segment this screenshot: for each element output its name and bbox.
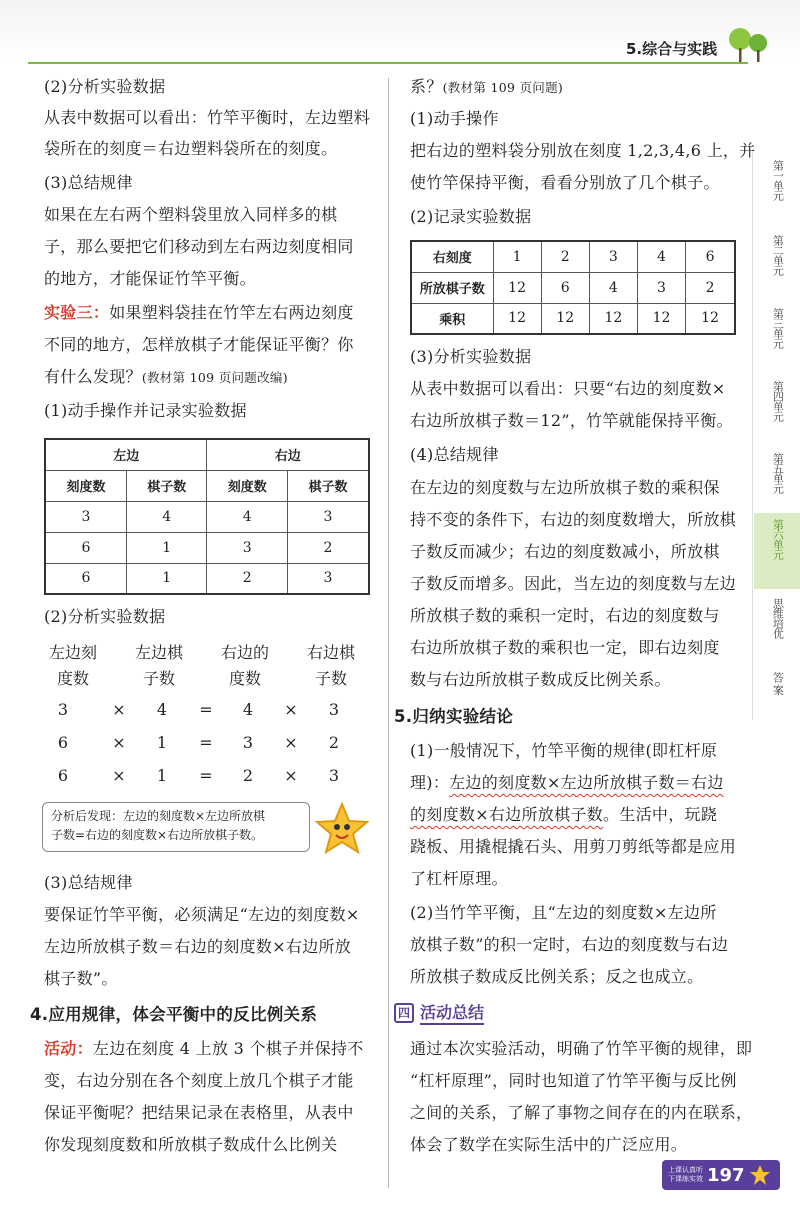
table-row xyxy=(411,303,735,334)
right-text: 在左边的刻度数与左边所放棋子数的乘积保 xyxy=(410,478,720,497)
right-subhead-summary: (4)总结规律 xyxy=(410,445,499,464)
left-text: 变，右边分别在各个刻度上放几个棋子才能 xyxy=(44,1071,354,1090)
right-text: 之间的关系，了解了事物之间存在的内在联系， xyxy=(410,1103,753,1122)
header-title: 5.综合与实践 xyxy=(626,40,718,58)
left-text: 如果在左右两个塑料袋里放入同样多的棋 xyxy=(44,205,338,224)
right-text: 了杠杆原理。 xyxy=(410,869,508,888)
sidebar-tab-thinking[interactable]: 思维培优 xyxy=(771,598,785,638)
right-text: “杠杆原理”，同时也知道了竹竿平衡与反比例 xyxy=(410,1071,737,1090)
table-cell: 12 xyxy=(493,303,541,334)
experiment3-text: 如果塑料袋挂在竹竿左右两边刻度 xyxy=(109,303,354,322)
left-subhead-summary: (3)总结规律 xyxy=(44,173,133,192)
table-row xyxy=(45,563,369,594)
sidebar-tab-answers[interactable]: 答 案 xyxy=(771,672,785,695)
table-row xyxy=(411,241,735,272)
right-text: 右边所放棋子数＝12”，竹竿就能保持平衡。 xyxy=(410,411,733,430)
page-number-badge: 上课认真听 下课练实效 197 xyxy=(662,1160,780,1190)
left-subhead-operate: (1)动手操作并记录实验数据 xyxy=(44,401,247,420)
right-text: 子数反而增多。因此，当左边的刻度数与左边 xyxy=(410,574,737,593)
table-cell: 12 xyxy=(541,303,589,334)
left-text: 不同的地方，怎样放棋子才能保证平衡？你 xyxy=(44,335,354,354)
sidebar-tab-unit6-active[interactable]: 第六单元 xyxy=(754,513,800,589)
formula-heads-2: 度数 子数 度数 子数 xyxy=(56,669,347,688)
left-text: 从表中数据可以看出：竹竿平衡时，左边塑料 xyxy=(44,108,371,127)
page-number: 197 xyxy=(707,1164,745,1186)
sidebar-tab-unit3[interactable]: 第三单元 xyxy=(771,308,785,348)
experiment3-line xyxy=(44,300,354,326)
left-text: 子，那么要把它们移动到左右两边刻度相同 xyxy=(44,237,354,256)
left-subhead-analyze2: (2)分析实验数据 xyxy=(44,607,166,626)
experiment3-label: 实验三： xyxy=(44,303,110,322)
formula-row: 3 × 4 = 4 × 3 xyxy=(57,700,340,719)
table-cell: 4 xyxy=(637,241,685,272)
formula-row: 6 × 1 = 2 × 3 xyxy=(57,766,340,785)
activity-line: 活动：左边在刻度 4 上放 3 个棋子并保持不 xyxy=(44,1039,364,1058)
table-group-left: 左边 xyxy=(45,439,207,470)
right-subhead-operate: (1)动手操作 xyxy=(410,109,499,128)
activity-label: 活动： xyxy=(44,1039,93,1058)
left-text: 左边所放棋子数＝右边的刻度数×右边所放 xyxy=(44,937,352,956)
left-subhead-summary2: (3)总结规律 xyxy=(44,873,133,892)
right-text: 跷板、用撬棍撬石头、用剪刀剪纸等都是应用 xyxy=(410,837,737,856)
left-text: 棋子数”。 xyxy=(44,969,118,988)
experiment4-table xyxy=(410,240,736,335)
finding-note-box: 分析后发现：左边的刻度数×左边所放棋 子数=右边的刻度数×右边所放棋子数。 xyxy=(42,802,310,852)
table-cell: 3 xyxy=(287,563,369,594)
right-text: (1)一般情况下，竹竿平衡的规律(即杠杆原 xyxy=(410,741,718,760)
left-subhead-analyze: (2)分析实验数据 xyxy=(44,77,166,96)
star-icon xyxy=(749,1164,771,1186)
table-row-header: 乘积 xyxy=(411,303,493,334)
header-rule xyxy=(28,62,748,64)
right-text: 从表中数据可以看出：只要“右边的刻度数× xyxy=(410,379,726,398)
right-text: 放棋子数”的积一定时，右边的刻度数与右边 xyxy=(410,935,729,954)
tree-icon xyxy=(726,24,770,64)
table-cell: 3 xyxy=(637,272,685,303)
table-cell: 6 xyxy=(541,272,589,303)
table-header: 棋子数 xyxy=(127,470,207,501)
right-subhead-analyze: (3)分析实验数据 xyxy=(410,347,532,366)
right-text: 的刻度数×右边所放棋子数。生活中，玩跷 xyxy=(410,805,718,824)
table-cell: 2 xyxy=(686,272,735,303)
sidebar-tab-unit2[interactable]: 第二单元 xyxy=(771,235,785,275)
summary-heading xyxy=(394,1000,484,1025)
table-cell: 2 xyxy=(207,563,287,594)
right-text: 持不变的条件下，右边的刻度数增大，所放棋 xyxy=(410,510,737,529)
table-header: 刻度数 xyxy=(207,470,287,501)
star-mascot-icon xyxy=(314,802,370,856)
right-text-source: 系？(教材第 109 页问题) xyxy=(410,77,564,96)
table-cell: 12 xyxy=(589,303,637,334)
right-text: 所放棋子数成反比例关系；反之也成立。 xyxy=(410,967,704,986)
left-text: 保证平衡呢？把结果记录在表格里，从表中 xyxy=(44,1103,354,1122)
table-row xyxy=(411,272,735,303)
sidebar-tab-unit1[interactable]: 第一单元 xyxy=(771,160,785,200)
table-row xyxy=(45,532,369,563)
right-text: 右边所放棋子数的乘积也一定，即右边刻度 xyxy=(410,638,720,657)
table-row xyxy=(45,501,369,532)
right-subhead-record: (2)记录实验数据 xyxy=(410,207,532,226)
table-cell: 2 xyxy=(287,532,369,563)
table-cell: 12 xyxy=(493,272,541,303)
table-cell: 6 xyxy=(45,532,127,563)
table-cell: 1 xyxy=(493,241,541,272)
table-cell: 6 xyxy=(45,563,127,594)
table-cell: 4 xyxy=(589,272,637,303)
formula-heads-1: 左边刻 左边棋 右边的 右边棋 xyxy=(48,643,355,662)
table-cell: 12 xyxy=(686,303,735,334)
right-text: 理)：左边的刻度数×左边所放棋子数＝右边 xyxy=(410,773,724,792)
table-row-header: 所放棋子数 xyxy=(411,272,493,303)
table-cell: 3 xyxy=(207,532,287,563)
left-text: 要保证竹竿平衡，必须满足“左边的刻度数× xyxy=(44,905,360,924)
left-text-source: 有什么发现？(教材第 109 页问题改编) xyxy=(44,367,288,386)
left-text: 你发现刻度数和所放棋子数成什么比例关 xyxy=(44,1135,338,1154)
summary-title: 活动总结 xyxy=(420,1000,484,1025)
table-header: 刻度数 xyxy=(45,470,127,501)
table-cell: 1 xyxy=(127,532,207,563)
table-cell: 3 xyxy=(589,241,637,272)
section4-heading: 4.应用规律，体会平衡中的反比例关系 xyxy=(30,1005,318,1024)
right-text: 把右边的塑料袋分别放在刻度 1,2,3,4,6 上，并 xyxy=(410,141,756,160)
section5-heading: 5.归纳实验结论 xyxy=(394,707,514,726)
table-row-header: 右刻度 xyxy=(411,241,493,272)
table-cell: 3 xyxy=(45,501,127,532)
right-text: 数与右边所放棋子数成反比例关系。 xyxy=(410,670,671,689)
sidebar-tab-unit5[interactable]: 第五单元 xyxy=(771,453,785,493)
table-cell: 4 xyxy=(127,501,207,532)
table-cell: 4 xyxy=(207,501,287,532)
table-cell: 6 xyxy=(686,241,735,272)
table-group-right: 右边 xyxy=(207,439,369,470)
table-cell: 1 xyxy=(127,563,207,594)
table-cell: 12 xyxy=(637,303,685,334)
summary-number-badge: 四 xyxy=(394,1003,414,1023)
right-text: 子数反而减少；右边的刻度数减小，所放棋 xyxy=(410,542,720,561)
sidebar-tab-unit4[interactable]: 第四单元 xyxy=(771,381,785,421)
table-header: 棋子数 xyxy=(287,470,369,501)
right-text: 通过本次实验活动，明确了竹竿平衡的规律，即 xyxy=(410,1039,753,1058)
left-text: 袋所在的刻度＝右边塑料袋所在的刻度。 xyxy=(44,139,338,158)
experiment3-table xyxy=(44,438,370,595)
table-cell: 3 xyxy=(287,501,369,532)
right-text: 使竹竿保持平衡，看看分别放了几个棋子。 xyxy=(410,173,720,192)
formula-row: 6 × 1 = 3 × 2 xyxy=(57,733,340,752)
table-cell: 2 xyxy=(541,241,589,272)
lever-rule-underline: 左边的刻度数×左边所放棋子数＝右边 xyxy=(449,773,724,792)
right-text: 所放棋子数的乘积一定时，右边的刻度数与 xyxy=(410,606,720,625)
right-text: (2)当竹竿平衡，且“左边的刻度数×左边所 xyxy=(410,903,717,922)
column-divider xyxy=(388,78,389,1188)
left-text: 的地方，才能保证竹竿平衡。 xyxy=(44,269,256,288)
lever-rule-underline: 的刻度数×右边所放棋子数 xyxy=(410,805,604,824)
right-text: 体会了数学在实际生活中的广泛应用。 xyxy=(410,1135,688,1154)
sidebar-divider xyxy=(752,150,753,720)
